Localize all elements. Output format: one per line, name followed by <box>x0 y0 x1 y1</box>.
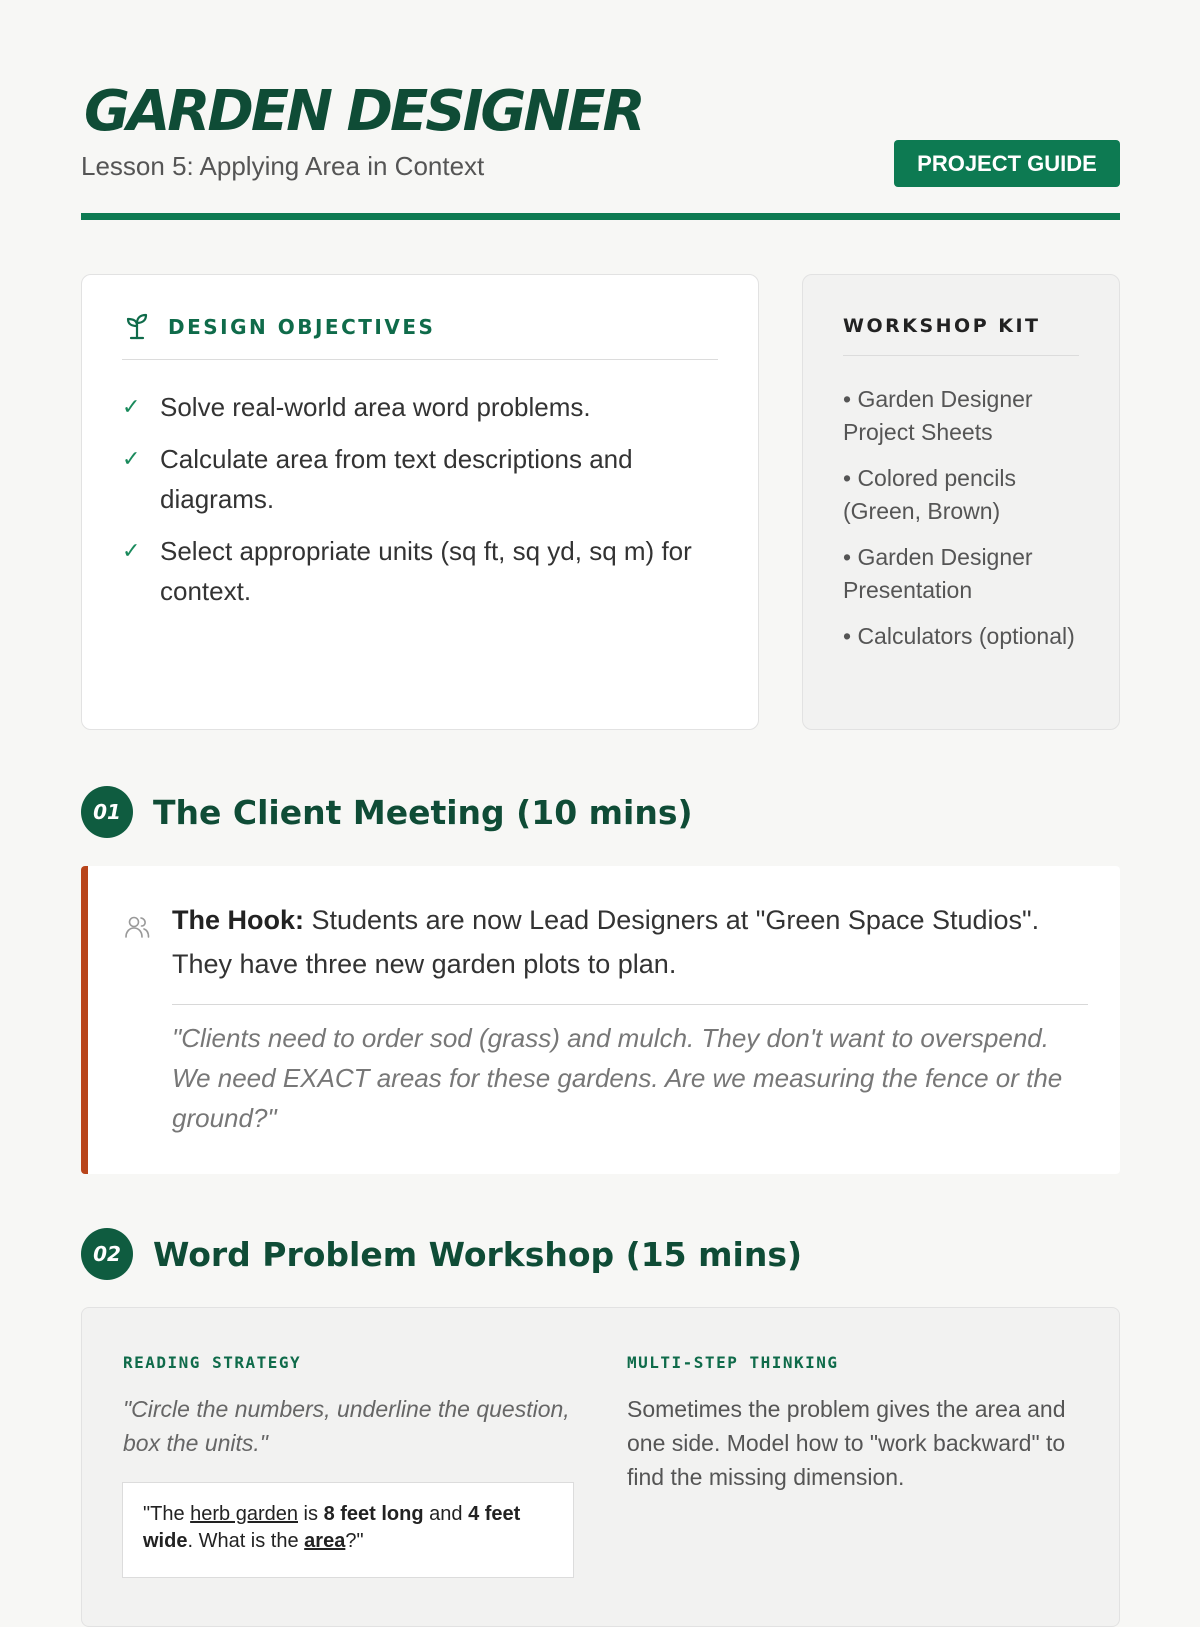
design-objectives-card <box>81 274 759 730</box>
list-item: • Calculators (optional) <box>843 623 1075 649</box>
project-guide-button[interactable]: PROJECT GUIDE <box>894 140 1120 187</box>
sprout-icon <box>122 311 152 341</box>
list-item: • Garden Designer Project Sheets <box>843 386 1033 445</box>
example-underlined: herb garden <box>190 1503 298 1525</box>
client-meeting-card <box>81 866 1120 1174</box>
section-title: The Client Meeting (10 mins) <box>153 792 693 832</box>
list-item <box>122 387 718 427</box>
list-item <box>122 439 718 519</box>
example-text: "The <box>143 1503 191 1525</box>
reading-strategy-text: "Circle the numbers, underline the question, box the units." <box>123 1396 570 1456</box>
checkmark-icon: ✓ <box>122 538 141 563</box>
hook-label: The Hook: <box>172 905 304 935</box>
header-divider <box>81 213 1120 220</box>
page-header <box>81 0 1120 220</box>
client-quote: "Clients need to order sod (grass) and mulch. They don't want to overspend. We need EXACT areas for these gardens. Are we measuring the fence or the ground?" <box>172 1023 1063 1133</box>
objective-text: Select appropriate units (sq ft, sq yd, sq m) for context. <box>160 536 692 606</box>
example-text: is <box>298 1503 324 1525</box>
example-question-word: area <box>304 1530 346 1552</box>
workshop-kit-list <box>843 383 1089 666</box>
section-heading-client-meeting <box>81 786 693 838</box>
objectives-list <box>122 387 718 623</box>
example-text: . What is the <box>187 1530 305 1552</box>
checkmark-icon: ✓ <box>122 394 141 419</box>
objective-text: Calculate area from text descriptions and diagrams. <box>160 444 633 514</box>
multi-step-label: MULTI-STEP THINKING <box>627 1353 839 1372</box>
section-number-badge: 01 <box>81 786 133 838</box>
users-icon <box>122 912 152 942</box>
hook-text: Students are now Lead Designers at "Green Space Studios". They have three new garden plots to plan. <box>172 905 1040 979</box>
example-text: ?" <box>345 1530 364 1552</box>
example-text: and <box>423 1503 469 1525</box>
hook-paragraph <box>172 898 1088 986</box>
divider <box>172 1004 1088 1005</box>
multi-step-text: Sometimes the problem gives the area and one side. Model how to "work backward" to find the missing dimension. <box>627 1396 1066 1490</box>
reading-strategy-label: READING STRATEGY <box>123 1353 302 1372</box>
workshop-kit-card <box>802 274 1120 730</box>
section-title: Word Problem Workshop (15 mins) <box>153 1234 803 1274</box>
checkmark-icon: ✓ <box>122 446 141 471</box>
list-item: • Colored pencils (Green, Brown) <box>843 465 1016 524</box>
objectives-heading: DESIGN OBJECTIVES <box>168 315 436 339</box>
example-bold: 8 feet long <box>323 1503 424 1525</box>
section-number-badge: 02 <box>81 1228 133 1280</box>
word-problem-workshop-card <box>81 1307 1120 1627</box>
workshop-kit-heading: WORKSHOP KIT <box>843 315 1079 356</box>
list-item: • Garden Designer Presentation <box>843 544 1033 603</box>
lesson-subtitle: Lesson 5: Applying Area in Context <box>81 151 485 181</box>
example-bold: 4 feet wide <box>143 1503 521 1552</box>
page-title: GARDEN DESIGNER <box>84 79 643 144</box>
objectives-header <box>122 315 718 360</box>
objective-text: Solve real-world area word problems. <box>160 392 591 422</box>
example-problem-box <box>122 1482 574 1578</box>
section-heading-word-problem-workshop <box>81 1228 802 1280</box>
list-item <box>122 531 718 611</box>
lesson-page <box>81 0 1120 1552</box>
